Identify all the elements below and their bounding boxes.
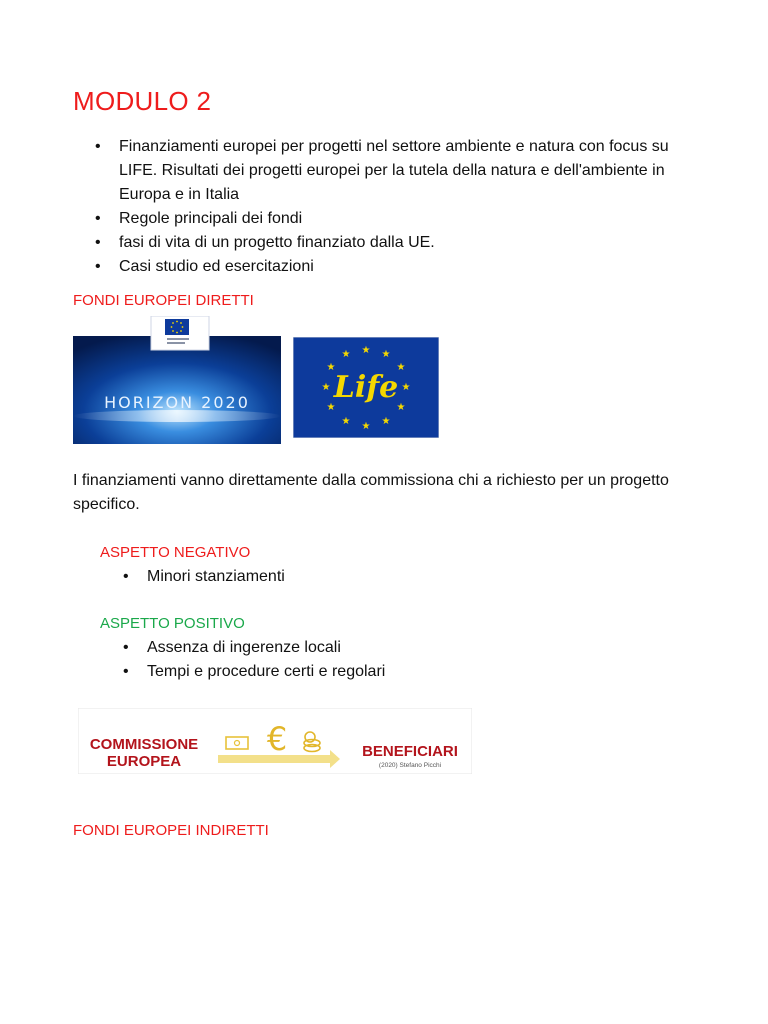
life-programme-logo [293,337,439,438]
diagram-source-line1: COMMISSIONE [89,736,199,753]
indirect-funds-heading: FONDI EUROPEI INDIRETTI [73,822,269,839]
list-item: • Regole principali dei fondi [95,210,303,227]
positive-aspect-list [123,636,386,684]
list-item: • Casi studio ed esercitazioni [95,258,314,275]
svg-text:★: ★ [396,362,406,373]
diagram-source-line2: EUROPEA [106,753,182,770]
life-logo-text: Life [333,370,399,405]
list-item: • fasi di vita di un progetto finanziato dalla UE. [95,234,435,251]
svg-text:★: ★ [401,382,411,393]
negative-aspect-heading: ASPETTO NEGATIVO [100,544,251,561]
svg-text:★: ★ [361,421,371,432]
list-item: • Minori stanziamenti [123,568,285,585]
list-item: • Assenza di ingerenze locali [123,639,341,656]
svg-text:★: ★ [326,362,336,373]
diagram-credit: (2020) Stefano Picchi [378,762,442,769]
funding-flow-diagram [78,708,472,774]
diagram-target: BENEFICIARI [362,743,458,760]
intro-bullet-list [95,135,699,279]
negative-aspect-list [123,565,285,589]
list-item: • Finanziamenti europei per progetti nel settore ambiente e natura con focus su LIFE. Risultati dei progetti europei per la tutela della natura e dell'ambiente in Europa e in Italia [95,138,669,203]
svg-text:★: ★ [341,416,351,427]
svg-text:★: ★ [326,402,336,413]
direct-funds-heading: FONDI EUROPEI DIRETTI [73,292,254,309]
euro-icon: € [266,720,288,758]
direct-funds-description: I finanziamenti vanno direttamente dalla commissiona chi a richiesto per un progetto specifico. [73,472,669,513]
svg-text:★: ★ [381,349,391,360]
page-title: MODULO 2 [73,86,212,116]
svg-text:★: ★ [341,349,351,360]
svg-text:★: ★ [361,345,371,356]
list-item: • Tempi e procedure certi e regolari [123,663,386,680]
svg-text:★: ★ [381,416,391,427]
horizon-2020-logo [73,316,281,444]
horizon-logo-text: HORIZON 2020 [104,393,250,412]
svg-text:★: ★ [396,402,406,413]
positive-aspect-heading: ASPETTO POSITIVO [100,615,245,632]
svg-text:★: ★ [321,382,331,393]
